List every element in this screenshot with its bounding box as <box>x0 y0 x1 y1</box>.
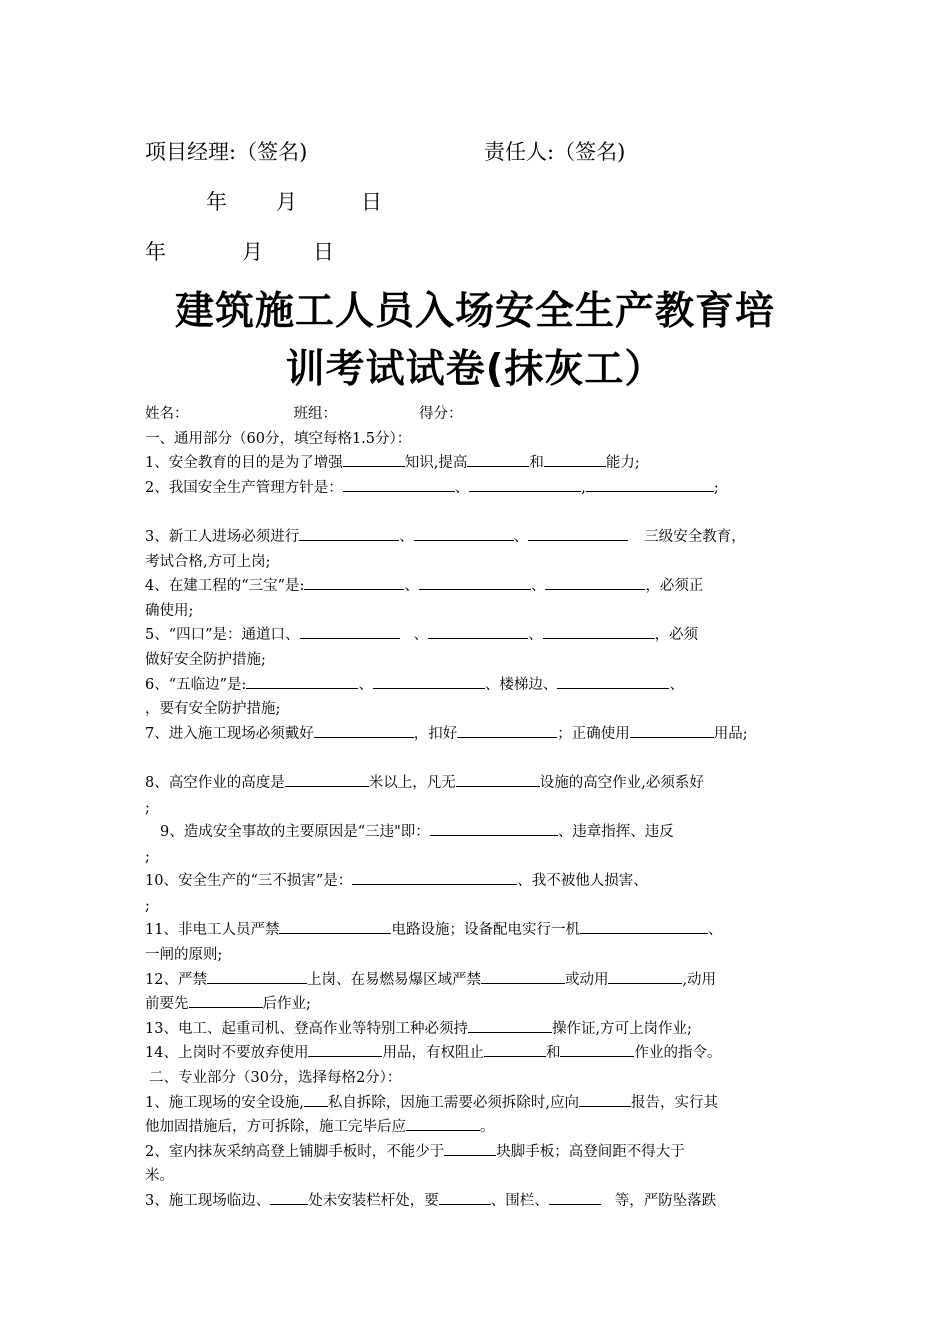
answer-blank[interactable] <box>467 451 529 467</box>
question-1-6: 6、“五临边”是: 、 、楼梯边、 、 <box>145 673 825 698</box>
question-1-12: 12、严禁 上岗、在易燃易爆区域严禁 或动用 ,动用 <box>145 968 825 993</box>
answer-blank[interactable] <box>428 623 528 639</box>
date-year-2: 年 <box>145 240 166 264</box>
question-1-4: 4、在建工程的“三宝”是: 、 、 ，必须正 <box>145 574 825 599</box>
section1-heading: 一、通用部分（60分，填空每格1.5分）： <box>145 430 412 447</box>
answer-blank[interactable] <box>484 1041 546 1057</box>
answer-blank[interactable] <box>544 451 606 467</box>
date-year-1: 年 <box>206 190 227 214</box>
manager-signature-label: 项目经理:（签名) <box>145 140 308 164</box>
answer-blank[interactable] <box>560 1041 634 1057</box>
answer-blank[interactable] <box>456 771 540 787</box>
answer-blank[interactable] <box>304 1091 328 1107</box>
answer-blank[interactable] <box>430 820 558 836</box>
section2-heading: 二、专业部分（30分，选择每格2分）： <box>149 1070 402 1087</box>
exam-title-line2: 训考试试卷(抹灰工） <box>285 347 665 392</box>
date-day-2: 日 <box>313 240 334 264</box>
question-1-12-cont: 前要先 后作业; <box>145 992 825 1017</box>
name-label: 姓名： <box>145 406 189 422</box>
question-1-11: 11、非电工人员严禁 电路设施；设备配电实行一机 、 <box>145 918 825 943</box>
question-2-1-cont: 他加固措施后，方可拆除，施工完毕后应 。 <box>145 1115 825 1140</box>
question-1-13: 13、电工、起重司机、登高作业等特别工种必须持 操作证,方可上岗作业; <box>145 1017 825 1042</box>
exam-body: 姓名： 班组： 得分： 一、通用部分（60分，填空每格1.5分）： 1、安全教育的目的是为了增强 知识,提高 和 能力; 2、我国安全生产管理方针是： 、 , ; 3、新工人进场必须进行 、 、 三级安全教育， 考试合格,方可上岗; 4、在建工程的“三宝”是: 、 、 ，必须正 确使用; 5、“四口”是：通道口、 、 、 ，必须 做好安全防护措施; 6、“五临边”是: 、 、楼梯边、 、 ，要有安全防护措施; 7、进入施工现场必须戴好 ，扣好 ；正确使用 用品; 8、高空作业的高度是 米以上，凡无 设施的高空作业,必须系好 ; 9、造成安全事故的主要原因是“三违"即： 、违章指挥、违反 ; 10、安全生产的“三不损害”是： 、我不被他人损害、 ; 11、非电工人员严禁 电路设施；设备配电实行一机 、 一闸的原则; 12、严禁 上岗、在易燃易爆区域严禁 或动用 ,动用 前要先 后作业; 13、电工、起重司机、登高作业等特别工种必须持 操作证,方可上岗作业; 14、上岗时不要放弃使用 用品，有权阻止 和 作业的指令。 二、专业部分（30分，选择每格2分）： 1、施工现场的安全设施, 私自拆除，因施工需要必须拆除时,应向 报告，实行其 他加固措施后，方可拆除，施工完毕后应 。 2、室内抹灰采纳高登上铺脚手板时，不能少于 块脚手板；高登间距不得大于 米。 3、施工现场临边、 处未安装栏杆处，要 、围栏、 等，严防坠落跌 <box>145 402 825 1214</box>
answer-blank[interactable] <box>481 968 565 984</box>
responsible-signature-label: 责任人:（签名) <box>484 140 626 164</box>
question-1-7: 7、进入施工现场必须戴好 ，扣好 ；正确使用 用品; <box>145 722 825 747</box>
answer-blank[interactable] <box>406 1115 480 1131</box>
answer-blank[interactable] <box>343 451 405 467</box>
answer-blank[interactable] <box>314 722 414 738</box>
answer-blank[interactable] <box>270 1189 308 1205</box>
answer-blank[interactable] <box>469 476 581 492</box>
answer-blank[interactable] <box>444 1140 496 1156</box>
answer-blank[interactable] <box>299 525 399 541</box>
question-1-3: 3、新工人进场必须进行 、 、 三级安全教育， <box>145 525 825 550</box>
answer-blank[interactable] <box>457 722 557 738</box>
answer-blank[interactable] <box>279 918 391 934</box>
answer-blank[interactable] <box>543 623 655 639</box>
answer-blank[interactable] <box>557 673 669 689</box>
question-1-2: 2、我国安全生产管理方针是： 、 , ; <box>145 476 825 501</box>
answer-blank[interactable] <box>528 525 628 541</box>
date-month-2: 月 <box>242 240 263 264</box>
question-2-1: 1、施工现场的安全设施, 私自拆除，因施工需要必须拆除时,应向 报告，实行其 <box>145 1091 825 1116</box>
answer-blank[interactable] <box>285 771 369 787</box>
answer-blank[interactable] <box>373 673 485 689</box>
question-1-8: 8、高空作业的高度是 米以上，凡无 设施的高空作业,必须系好 <box>145 771 825 796</box>
answer-blank[interactable] <box>545 574 645 590</box>
question-1-9: 9、造成安全事故的主要原因是“三违"即： 、违章指挥、违反 <box>145 820 825 845</box>
team-label: 班组： <box>293 406 337 422</box>
answer-blank[interactable] <box>579 1091 631 1107</box>
date-day-1: 日 <box>361 190 382 214</box>
answer-blank[interactable] <box>414 525 514 541</box>
question-1-10: 10、安全生产的“三不损害”是： 、我不被他人损害、 <box>145 869 825 894</box>
info-line <box>145 402 825 427</box>
question-1-14: 14、上岗时不要放弃使用 用品，有权阻止 和 作业的指令。 <box>145 1041 825 1066</box>
question-1-5: 5、“四口”是：通道口、 、 、 ，必须 <box>145 623 825 648</box>
question-1-1: 1、安全教育的目的是为了增强 知识,提高 和 能力; <box>145 451 825 476</box>
score-label: 得分： <box>419 406 463 422</box>
answer-blank[interactable] <box>419 574 531 590</box>
answer-blank[interactable] <box>246 673 358 689</box>
date-month-1: 月 <box>276 190 297 214</box>
answer-blank[interactable] <box>580 918 708 934</box>
answer-blank[interactable] <box>343 476 455 492</box>
answer-blank[interactable] <box>304 574 404 590</box>
answer-blank[interactable] <box>189 992 263 1008</box>
answer-blank[interactable] <box>439 1189 491 1205</box>
exam-title-line1: 建筑施工人员入场安全生产教育培 <box>174 289 775 334</box>
question-2-3: 3、施工现场临边、 处未安装栏杆处，要 、围栏、 等，严防坠落跌 <box>145 1189 825 1214</box>
answer-blank[interactable] <box>630 722 714 738</box>
answer-blank[interactable] <box>549 1189 601 1205</box>
answer-blank[interactable] <box>300 623 400 639</box>
question-2-2: 2、室内抹灰采纳高登上铺脚手板时，不能少于 块脚手板；高登间距不得大于 <box>145 1140 825 1165</box>
answer-blank[interactable] <box>468 1017 552 1033</box>
answer-blank[interactable] <box>586 476 714 492</box>
answer-blank[interactable] <box>308 1041 382 1057</box>
answer-blank[interactable] <box>207 968 307 984</box>
answer-blank[interactable] <box>608 968 682 984</box>
answer-blank[interactable] <box>352 869 517 885</box>
